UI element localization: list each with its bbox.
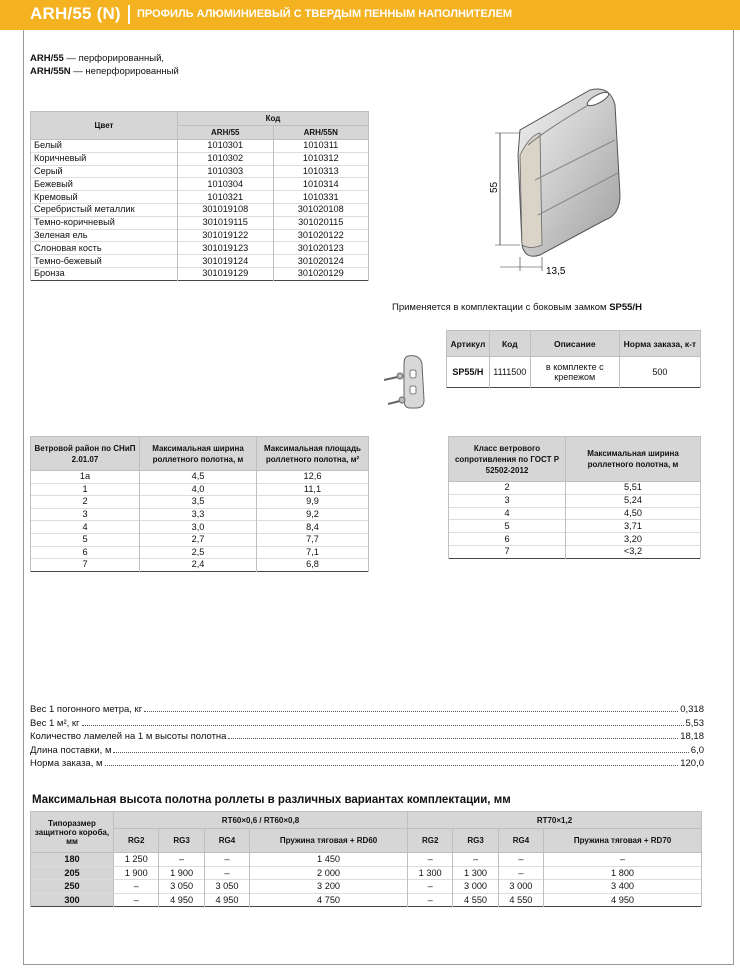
table-cell: Коричневый — [31, 152, 178, 165]
col-sub: RG2 — [407, 829, 452, 853]
wind-class-table — [448, 436, 701, 559]
table-cell: 301019122 — [178, 229, 274, 242]
colors-table — [30, 111, 369, 281]
table-row — [449, 545, 701, 558]
spec-label: Вес 1 м², кг — [30, 717, 80, 729]
table-row — [31, 866, 702, 880]
table-row — [449, 494, 701, 507]
table-cell: 7,1 — [257, 546, 369, 559]
col-description: Описание — [530, 331, 619, 357]
lock-article: SP55/H — [447, 357, 490, 388]
table-cell: 2,5 — [140, 546, 257, 559]
table-cell: Бежевый — [31, 178, 178, 191]
table-cell: 180 — [31, 853, 114, 867]
spec-row — [30, 742, 704, 755]
spec-value: 120,0 — [680, 757, 704, 769]
table-cell: 3 000 — [453, 880, 498, 894]
table-row — [449, 507, 701, 520]
table-row — [31, 880, 702, 894]
table-cell: 301020122 — [273, 229, 369, 242]
header-separator — [128, 5, 130, 24]
col-sub: RG2 — [114, 829, 159, 853]
col-wind-region: Ветровой район по СНиП 2.01.07 — [31, 437, 140, 471]
table-cell: 301020124 — [273, 255, 369, 268]
table-cell: 4 950 — [204, 893, 249, 907]
table-row — [449, 482, 701, 495]
spec-value: 6,0 — [690, 744, 704, 756]
table-row — [31, 853, 702, 867]
table-cell: – — [407, 880, 452, 894]
col-max-width: Максимальная ширина роллетного полотна, м — [566, 437, 701, 482]
table-cell: – — [407, 853, 452, 867]
table-cell: 301020129 — [273, 267, 369, 280]
table-cell: 1010304 — [178, 178, 274, 191]
table-cell: – — [407, 893, 452, 907]
table-cell: 5,24 — [566, 494, 701, 507]
table-cell: – — [204, 866, 249, 880]
table-cell: 4 550 — [498, 893, 543, 907]
spec-label: Вес 1 погонного метра, кг — [30, 704, 143, 716]
leader-dots — [113, 752, 688, 753]
col-sub: Пружина тяговая + RD60 — [250, 829, 408, 853]
table-cell: Темно-бежевый — [31, 255, 178, 268]
profile-drawing — [480, 85, 630, 280]
table-cell: 1 900 — [114, 866, 159, 880]
table-cell: Темно-коричневый — [31, 216, 178, 229]
leader-dots — [82, 725, 684, 726]
spec-row — [30, 702, 704, 715]
table-row — [449, 520, 701, 533]
table-cell: 250 — [31, 880, 114, 894]
table-cell: 5 — [31, 533, 140, 546]
table-cell: 3 400 — [544, 880, 702, 894]
table-cell: 3 000 — [498, 880, 543, 894]
variant-code: ARH/55N — [30, 66, 71, 77]
table-row — [449, 533, 701, 546]
table-row — [31, 242, 369, 255]
col-code: Код — [489, 331, 530, 357]
table-cell: 2,4 — [140, 559, 257, 572]
table-cell: 4 — [31, 521, 140, 534]
leader-dots — [144, 711, 678, 712]
table-cell: 3 200 — [250, 880, 408, 894]
table-cell: 3 — [449, 494, 566, 507]
table-cell: 1а — [31, 471, 140, 484]
table-row — [31, 893, 702, 907]
height-dimension: 55 — [489, 181, 500, 193]
group-rt70: RT70×1,2 — [407, 812, 701, 829]
table-row — [31, 203, 369, 216]
table-cell: 7 — [449, 545, 566, 558]
table-cell: 3,5 — [140, 496, 257, 509]
variant-desc: — неперфорированный — [70, 66, 179, 77]
spec-label: Норма заказа, м — [30, 757, 103, 769]
lock-description: в комплекте с крепежом — [530, 357, 619, 388]
table-cell: 301019129 — [178, 267, 274, 280]
table-cell: 5 — [449, 520, 566, 533]
table-cell: 1010312 — [273, 152, 369, 165]
leader-dots — [105, 765, 679, 766]
spec-value: 0,318 — [680, 704, 704, 716]
table-cell: – — [114, 893, 159, 907]
table-cell: Слоновая кость — [31, 242, 178, 255]
page-header — [0, 0, 740, 30]
table-row — [31, 229, 369, 242]
max-height-table — [30, 811, 702, 907]
spec-row — [30, 729, 704, 742]
table-cell: Кремовый — [31, 191, 178, 204]
variant-code: ARH/55 — [30, 53, 64, 64]
table-cell: 1010301 — [178, 140, 274, 153]
table-row — [31, 191, 369, 204]
table-cell: 6,8 — [257, 559, 369, 572]
table-cell: 1 300 — [407, 866, 452, 880]
table-cell: – — [498, 853, 543, 867]
height-table-title: Максимальная высота полотна роллеты в различных вариантах комплектации, мм — [32, 794, 511, 806]
table-cell: Зеленая ель — [31, 229, 178, 242]
spec-row — [30, 715, 704, 728]
table-cell: 4 950 — [544, 893, 702, 907]
col-color: Цвет — [31, 112, 178, 140]
table-cell: 205 — [31, 866, 114, 880]
table-cell: 1010314 — [273, 178, 369, 191]
table-cell: 4,50 — [566, 507, 701, 520]
width-dimension: 13,5 — [546, 266, 566, 277]
variant-desc: — перфорированный, — [63, 53, 165, 64]
col-max-area: Максимальная площадь роллетного полотна, м² — [257, 437, 369, 471]
table-cell: 4,0 — [140, 483, 257, 496]
table-cell: – — [114, 880, 159, 894]
product-variants — [30, 52, 179, 78]
table-cell: 6 — [31, 546, 140, 559]
table-cell: 3,0 — [140, 521, 257, 534]
col-max-width: Максимальная ширина роллетного полотна, м — [140, 437, 257, 471]
table-cell: – — [204, 853, 249, 867]
table-row — [447, 357, 701, 388]
table-cell: 2 — [31, 496, 140, 509]
table-cell: 4,5 — [140, 471, 257, 484]
col-arh55n: ARH/55N — [273, 126, 369, 140]
table-row — [31, 483, 369, 496]
table-cell: Бронза — [31, 267, 178, 280]
col-sub: RG3 — [453, 829, 498, 853]
table-cell: 301019123 — [178, 242, 274, 255]
table-cell: 1010303 — [178, 165, 274, 178]
table-row — [31, 178, 369, 191]
table-row — [31, 471, 369, 484]
side-lock-image — [380, 352, 430, 412]
table-row — [31, 152, 369, 165]
col-order-norm: Норма заказа, к-т — [619, 331, 700, 357]
table-cell: – — [544, 853, 702, 867]
table-cell: 301019124 — [178, 255, 274, 268]
table-cell: 11,1 — [257, 483, 369, 496]
table-row — [31, 533, 369, 546]
table-cell: 3 050 — [204, 880, 249, 894]
table-cell: 3,3 — [140, 508, 257, 521]
table-cell: <3,2 — [566, 545, 701, 558]
table-cell: 1 800 — [544, 866, 702, 880]
table-cell: 1 250 — [114, 853, 159, 867]
spec-value: 18,18 — [680, 731, 704, 743]
applies-text: Применяется в комплектации с боковым замком — [392, 302, 610, 313]
table-cell: 301020115 — [273, 216, 369, 229]
col-sub: RG3 — [159, 829, 204, 853]
table-cell: 3,20 — [566, 533, 701, 546]
col-box-size: Типоразмер защитного короба, мм — [31, 812, 114, 853]
table-row — [31, 508, 369, 521]
col-sub: RG4 — [498, 829, 543, 853]
col-sub: Пружина тяговая + RD70 — [544, 829, 702, 853]
table-row — [31, 255, 369, 268]
table-cell: Серебристый металлик — [31, 203, 178, 216]
wind-region-table — [30, 436, 369, 572]
table-cell: 1 300 — [453, 866, 498, 880]
spec-value: 5,53 — [685, 717, 704, 729]
table-cell: 1 — [31, 483, 140, 496]
table-cell: 1 900 — [159, 866, 204, 880]
table-cell: 3 — [31, 508, 140, 521]
table-cell: 2,7 — [140, 533, 257, 546]
col-article: Артикул — [447, 331, 490, 357]
spec-row — [30, 756, 704, 769]
table-cell: 6 — [449, 533, 566, 546]
page-title: ПРОФИЛЬ АЛЮМИНИЕВЫЙ С ТВЕРДЫМ ПЕННЫМ НАПОЛНИТЕЛЕМ — [137, 8, 513, 20]
table-cell: – — [498, 866, 543, 880]
table-cell: 2 000 — [250, 866, 408, 880]
group-rt60: RT60×0,6 / RT60×0,8 — [114, 812, 408, 829]
table-cell: Белый — [31, 140, 178, 153]
table-cell: 5,51 — [566, 482, 701, 495]
leader-dots — [228, 738, 678, 739]
table-cell: 7 — [31, 559, 140, 572]
lock-table — [446, 330, 701, 388]
table-cell: 4 — [449, 507, 566, 520]
table-cell: 300 — [31, 893, 114, 907]
table-row — [31, 521, 369, 534]
table-cell: 4 950 — [159, 893, 204, 907]
col-wind-class: Класс ветрового сопротивления по ГОСТ Р 52502-2012 — [449, 437, 566, 482]
table-row — [31, 496, 369, 509]
table-cell: 4 550 — [453, 893, 498, 907]
table-cell: 12,6 — [257, 471, 369, 484]
table-cell: 1010311 — [273, 140, 369, 153]
applies-code: SP55/H — [609, 302, 642, 313]
table-cell: 301020108 — [273, 203, 369, 216]
table-row — [31, 165, 369, 178]
table-cell: 8,4 — [257, 521, 369, 534]
applies-note — [392, 302, 642, 313]
col-sub: RG4 — [204, 829, 249, 853]
table-cell: – — [453, 853, 498, 867]
spec-label: Длина поставки, м — [30, 744, 112, 756]
col-arh55: ARH/55 — [178, 126, 274, 140]
table-cell: 4 750 — [250, 893, 408, 907]
table-row — [31, 216, 369, 229]
table-cell: 1010321 — [178, 191, 274, 204]
table-row — [31, 267, 369, 280]
spec-label: Количество ламелей на 1 м высоты полотна — [30, 731, 227, 743]
lock-code: 1111500 — [489, 357, 530, 388]
table-cell: Серый — [31, 165, 178, 178]
col-code: Код — [178, 112, 369, 126]
table-cell: 9,9 — [257, 496, 369, 509]
table-row — [31, 559, 369, 572]
product-code: ARH/55 (N) — [30, 4, 121, 23]
lock-order-norm: 500 — [619, 357, 700, 388]
table-row — [31, 546, 369, 559]
table-row — [31, 140, 369, 153]
table-cell: 1 450 — [250, 853, 408, 867]
table-cell: 301019108 — [178, 203, 274, 216]
table-cell: 3 050 — [159, 880, 204, 894]
table-cell: 1010331 — [273, 191, 369, 204]
table-cell: 1010302 — [178, 152, 274, 165]
table-cell: 7,7 — [257, 533, 369, 546]
specifications — [30, 702, 704, 769]
table-cell: – — [159, 853, 204, 867]
table-cell: 1010313 — [273, 165, 369, 178]
table-cell: 2 — [449, 482, 566, 495]
table-cell: 301019115 — [178, 216, 274, 229]
table-cell: 301020123 — [273, 242, 369, 255]
table-cell: 9,2 — [257, 508, 369, 521]
table-cell: 3,71 — [566, 520, 701, 533]
